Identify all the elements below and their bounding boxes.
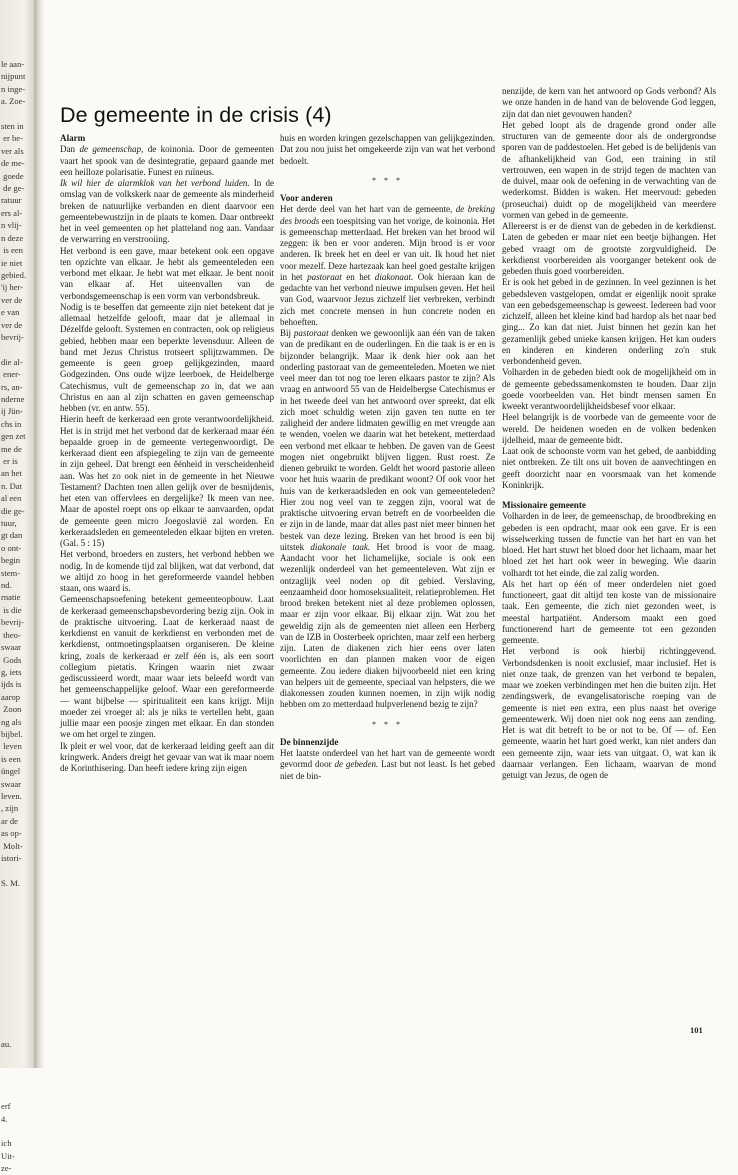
page-number: 101 xyxy=(690,1025,703,1035)
text-run: Het gebed loopt als de dragende grond onder alle structuren van de gemeente door als de ondergrondse sporen van de paddestoelen. Het gebed is de belijdenis van de afhankelijkheid van God, een training in stil vertrouwen, een wapen in de strijd tegen de machten van de duivel, maar ook de oefening in de verwachting van de wederkomst. Bidden is waken. Het meervoud: gebeden (proseuchai) duidt op de mogelijkheid van meerdere vormen van gebed in de gemeente. xyxy=(502,119,716,220)
paragraph xyxy=(60,246,274,302)
emphasis-text: pastoraat xyxy=(307,271,342,282)
text-run: Als het hart op één of meer onderdelen niet goed functioneert, gaat dit altijd ten koste van de missionaire taak. Een gemeente, die zich niet gezonden weet, is meestal hartpatiënt. Andersom maakt een goed functionerend hart de gemeente tot een gezonden gemeente. xyxy=(502,578,716,645)
emphasis-text: diakonaat. xyxy=(374,271,414,282)
emphasis-text: pastoraat xyxy=(293,328,329,338)
text-run: Laat ook de schoonste vorm van het gebed, de aanbidding niet ontbreken. Ze tilt ons uit boven de aanvechtingen en geeft doorzicht naar en voorsmaak van het komende Koninkrijk. xyxy=(502,446,716,490)
text-run: Hierin heeft de kerkeraad een grote verantwoordelijkheid. Het is in strijd met het verbond dat de kerkeraad maar één bepaalde groep in de gemeente vertegenwoordigt. De kerkeraad dient een afspiegeling te zijn van de gemeente in zijn geheel. Dat brengt een ěénheid in verscheidenheid aan. Was het zo ook niet in de gemeente in het Nieuwe Testament? Dachten toen allen gelijk over de besnijdenis, het eten van offervlees en dergelijke? Ik meen van nee. Maar de apostel roept ons op elkaar te aanvaarden, opdat de gemeente geen micro Joegoslavië zal worden. En kerkeraadsleden en gemeenteleden elkaar bijten en vreten. (Gal. 5 : 15) xyxy=(60,414,274,548)
paragraph xyxy=(60,178,274,246)
text-run: Het brood is voor de maag. Aandacht voor het lichamelijke, sociale is ook een wezenlijk onderdeel van het gemeenteleven. Wat zijn er ontzaglijk veel noden op dit gebied. Verslaving, eenzaamheid door homoseksualiteit, relatieproblemen. Het brood breken betekent niet al deze problemen oplossen, maar er zijn voor elkaar. Bij elkaar zijn. Wat zou het geweldig zijn als de gemeenten niet alleen een Herberg van de IZB in Oosterbeek oprichten, maar zelf een herberg zijn. Laten de diakenen zich hier eens over laten voorlichten en dan plannen maken voor de eigen gemeente. Zou iedere diaken bijvoorbeeld niet een kring van helpers uit de gemeente, speciaal van helpsters, die we diakonessen zouden kunnen noemen, in zijn wijk nodig hebben om zo metterdaad hulpverlenend bezig te zijn? xyxy=(280,541,496,710)
paragraph xyxy=(60,549,274,594)
text-run: Het verbond is ook hierbij richtinggevend. Verbondsdenken is nooit exclusief, maar inclusief. Het is niet onze taak, de grenzen van het verbond te bepalen, maar we zoeken verbindingen met hen die buiten zijn. Het zendingswerk, de evangelisatorische roeping van de gemeente is niet een extra, een plus naast het overige gemeentewerk. Wij doen niet ook nog eens aan zending. Het is wat dit betreft to be or not to be. Of — of. Een gemeente, waarin het hart goed werkt, kan niet anders dan een gemeente zijn, waar iets van uitgaat. O, wat kan ik daarnaar verlangen. Een lichaam, waarvan de mond getuigt van Jezus, de ogen de xyxy=(502,646,716,780)
emphasis-text: Ik wil hier de alarmklok van het verbond luiden. xyxy=(60,178,250,188)
section-heading: Alarm xyxy=(60,133,86,143)
paragraph xyxy=(60,414,274,549)
previous-page-edge xyxy=(0,0,34,1174)
paragraph xyxy=(280,133,495,167)
text-run: nenzijde, de kern van het antwoord op Gods verbond? Als we onze handen in de hand van de belovende God leggen, zijn dat dan niet gevouwen handen? xyxy=(502,86,716,119)
paragraph xyxy=(502,646,716,781)
text-run: Volharden in de leer, de gemeenschap, de broodbreking en gebeden is een opdracht, maar ook een gave. Er is een wisselwerking tussen de functie van het hart en van het bloed. Het hart stuwt het bloed door het lichaam, maar het bloed zet het hart ook weer in beweging. Wie daarin volhardt tot het einde, die zal zalig worden. xyxy=(502,511,716,578)
text-run: Ik pleit er wel voor, dat de kerkeraad leiding geeft aan dit kringwerk. Anders dreigt het gevaar van wat ik maar noem de Korinthisering. Dan heeft iedere kring zijn eigen xyxy=(60,740,274,773)
text-run: Last but not least. Is het gebed niet de bin- xyxy=(280,759,496,781)
paragraph xyxy=(502,120,716,221)
article-column-2 xyxy=(280,133,495,1043)
paragraph xyxy=(60,144,274,178)
text-run: Allereerst is er de dienst van de gebeden in de kerkdienst. Laten de gebeden er maar niet een beetje bijhangen. Het gebed vraagt om de grootste zorgvuldigheid. De kerkdienst voorbereiden als voorganger betekent ook de gebeden thuis goed voorbereiden. xyxy=(502,221,716,276)
emphasis-text: de breking des broods xyxy=(280,204,495,226)
text-run: Het verbond is een gave, maar betekent ook een opgave ten opzichte van elkaar. Je hebt als gemeenteleden een verbond met elkaar. Je hebt wat met elkaar. Je bent nooit van elkaar af. Het uiteenvallen van de verbondsgemeenschap is een vorm van verbondsbreuk. xyxy=(60,245,274,301)
article-column-1 xyxy=(60,133,274,1023)
text-run: Volharden in de gebeden biedt ook de mogelijkheid om in de gemeente gebedssamenkomsten te houden. Daar zijn goede voorbeelden van. Het bindt mensen samen En kweekt verantwoordelijkheidsbesef voor elkaar. xyxy=(502,367,716,411)
paragraph xyxy=(502,511,716,579)
section-heading: Voor anderen xyxy=(280,193,333,203)
paragraph xyxy=(502,221,716,277)
paragraph xyxy=(280,748,495,782)
text-run: Bij xyxy=(280,328,294,338)
emphasis-text: de gemeenschap, xyxy=(79,144,144,155)
text-run: de koinonia. Door de gemeenten vaart het spook van de desintegratie, gepaard gaande met een heilloze polarisatie. Funest en ruïneus. xyxy=(60,144,274,177)
text-run: Nodig is te beseffen dat gemeente zijn niet betekent dat je allemaal hetzelfde gelooft, maar dat je allemaal in Dézelfde gelooft. Systemen en contracten, ook op religieus gebied, hebben maar een beperkte levensduur. Alleen de band met Jezus Christus trotseert splijtzwammen. De gemeente is geen groep gelijkgezinden, maard Godgezinden. Ons oude wijze leerboek, de Heidelberge Catechismus, vult de gemeenschap zo in, dat we aan Christus en aan al zijn schatten en gaven gemeenschap hebben (vr. en antw. 55). xyxy=(60,301,274,413)
paragraph xyxy=(502,579,716,647)
text-run: Het verbond, broeders en zusters, het verbond hebben we nodig. In de komende tijd zal blijken, wat dat verbond, dat we altijd zo hoog in het gereformeerde vaandel hebben staan, ons waard is. xyxy=(60,549,274,593)
emphasis-text: de gebeden. xyxy=(334,759,379,770)
article-column-3 xyxy=(502,86,716,1046)
text-run: denken we gewoonlijk aan één van de taken van de predikant en de ouderlingen. En die taak is er en is bijzonder belangrijk. Maar ik denk hier ook aan het onderling pastoraat van de gemeenteleden. Moeten we niet veel meer dan tot nog toe leren elkaars pastor te zijn? Als vraag en antwoord 55 van de Heidelbergse Catechismus er in het tweede deel van het antwoord over spreekt, dat elk zich moet schuldig weten zijn gaven ten nutte en ter zaligheid der andere lidmaten gewillig en met vreugde aan te wenden, voelen we daarin wat het betekent, metterdaad een verbond met elkaar te hebben. De gaven van de Geest mogen niet ongebruikt blijven liggen. Rust roest. Ze dienen gebruikt te worden. Geldt het woord pastorie alleen voor het huis waarin de predikant woont? Of ook voor het huis van de kerkeraadsleden en ook van gemeenteleden? Hier zou nog veel van te zeggen zijn, vooral wat de praktische uitvoering ervan betreft en de voorbeelden die er zijn in de lande, maar dat alles past niet meer binnen het bestek van deze lezing. Breken van het brood is een bij uitstek xyxy=(280,328,495,552)
paragraph xyxy=(502,277,716,367)
section-heading: Missionaire gemeente xyxy=(502,500,586,510)
article-title: De gemeente in de crisis (4) xyxy=(60,103,332,127)
paragraph xyxy=(60,594,274,740)
text-run: huis en worden kringen gezelschappen van gelijkgezinden. Dat zou nou juist het omgekeerde zijn van wat het verbond bedoelt. xyxy=(280,133,495,166)
paragraph xyxy=(280,204,495,328)
paragraph xyxy=(502,367,716,412)
paragraph xyxy=(60,741,274,775)
text-run: In de omslag van de volkskerk naar de gemeente als minderheid breken de natuurlijke verbanden en dient daarvoor een gemeentebewustzijn in de plaats te komen. Daar ontbreekt het in veel gemeenten op het platteland nog aan. Vandaar de verwarring en verstrooiing. xyxy=(60,178,274,245)
text-run: Er is ook het gebed in de gezinnen. In veel gezinnen is het gebedsleven vastgelopen, omdat er eigenlijk nooit sprake van een gebedsgemeenschap is geweest. Iedereen bad voor zichzelf, alleen het kleine kind bad hardop als het naar bed ging... Zo kan dat niet. Juist binnen het gezin kan het gezamenlijk gebed unieke kansen krijgen. Het kan ouders en kinderen en kinderen onderling zo'n stuk verbondenheid geven. xyxy=(502,277,716,366)
text-run: Gemeenschapsoefening betekent gemeenteopbouw. Laat de kerkeraad gemeenschapsbevordering bezig zijn. Ook in de praktische uitvoering. Laat de kerkeraad naast de kerkdienst en vanuit de kerkdienst en verbonden met de kerkdienst, ontmoetingsplaatsen organiseren. De kleine kring, zoals de kerkeraad er zelf één is, als een soort collegium pietatis. Kringen waarin niet zwaar gediscussieerd wordt, maar waar iets beleefd wordt van het gemeenschappelijke geloof. Waar een gereformeerde — want bijbelse — spiritualiteit een kans krijgt. Mijn moeder zei vroeger al: als je niks te vertellen hebt, gaan jullie maar een poosje zingen met elkaar. En dan stonden we om het orgel te zingen. xyxy=(60,594,274,740)
text-run: Heel belangrijk is de voorbede van de gemeente voor de wereld. De heidenen woeden en de volken bedenken ijdelheid, maar de gemeente bidt. xyxy=(502,412,716,445)
section-separator: * * * xyxy=(372,719,403,729)
text-run: en het xyxy=(341,271,375,282)
paragraph xyxy=(502,412,716,446)
text-run: Dan xyxy=(60,144,80,155)
paragraph xyxy=(280,328,495,711)
section-separator: * * * xyxy=(372,175,403,185)
text-run: Het laatste onderdeel van het hart van de gemeente wordt gevormd door xyxy=(280,748,495,770)
text-run: een toespitsing van het vorige, de koinonia. Het is gemeenschap metterdaad. Het breken van het brood wil zeggen: ik ben er voor anderen. Mijn brood is er voor anderen. Ik breek het en deel er van uit. Ik houd het niet voor mezelf. Deze hartezaak kan heel goed gestalte krijgen in het xyxy=(280,215,495,282)
previous-page-text-fragments: le aan- nijpunt n inge- a. Zoe- sten in er be- ver als de me- goede de ge- ratuur ers al- n vlij- n deze is een ie niet gebied. 'ij her- ver de e van ver de bevrij- die al- ener- rs, an- nderne ij Jün- chs in gen zet me de er is an het n. Dat al een die ge- tuur, gt dan o ont- begin stem- nd. rnatie is die bevrij- theo- swaar Gods g, iets ijds is aarop Zoon ng als bijbel. leven is een üngel swaar leven. , zijn ar de as op- Molt- istori- S. M. au. erf 4. ich Uit- ze- xyxy=(1,59,27,1174)
paragraph xyxy=(60,302,274,415)
page-binding xyxy=(34,0,44,1068)
text-run: Het derde deel van het hart van de gemeente, xyxy=(280,204,456,215)
section-heading: De binnenzijde xyxy=(280,736,339,747)
paragraph xyxy=(502,86,716,120)
paragraph xyxy=(502,446,716,491)
paragraph-gap xyxy=(502,491,716,500)
text-run: Ook hieraan kan de gedachte van het verbond nieuwe impulsen geven. Het heil van God, waarvoor Jezus zichzelf liet verbreken, verbindt zich met concrete mensen in hun concrete noden en behoeften. xyxy=(280,271,495,327)
emphasis-text: diakonale taak. xyxy=(310,541,371,552)
